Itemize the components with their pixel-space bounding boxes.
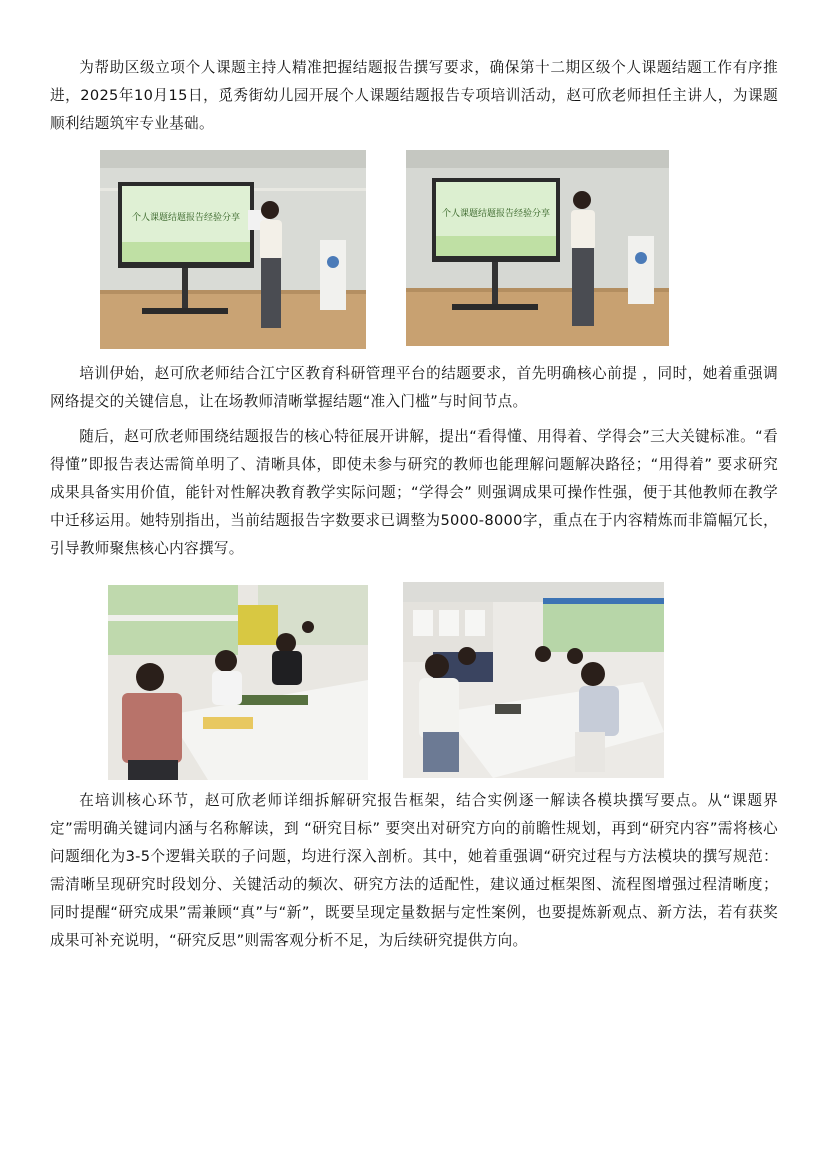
paragraph-key-standards: 随后，赵可欣老师围绕结题报告的核心特征展开讲解，提出“看得懂、用得着、学得会”三大关键标准。“看得懂”即报告表达需简单明了、清晰具体，即使未参与研究的教师也能理解问题解决路径；“用得着” 要求研究成果具备实用价值，能针对性解决教育教学实际问题；“学得会” 则强调成果可操作性强，便于其他教师在教学中迁移运用。她特别指出，当前结题报告字数要求已调整为5000-8000字，重点在于内容精炼而非篇幅冗长，引导教师聚焦核心内容撰写。 [50, 428, 778, 557]
paragraph-framework: 在培训核心环节，赵可欣老师详细拆解研究报告框架，结合实例逐一解读各模块撰写要点。从“课题界定”需明确关键词内涵与名称解读，到 “研究目标” 要突出对研究方向的前瞻性规划，再到“研究内容”需将核心问题细化为3-5个逻辑关联的子问题，均进行深入剖析。其中，她着重强调“研究过程与方法模块的撰写规范：需清晰呈现研究时段划分、关键活动的频次、研究方法的适配性，建议通过框架图、流程图增强过程清晰度；同时提醒“研究成果”需兼顾“真”与“新”，既要呈现定量数据与定性案例，也要提炼新观点、新方法，若有获奖成果可补充说明，“研究反思”则需客观分析不足，为后续研究提供方向。 [50, 792, 778, 949]
photo-teachers-discussion-2 [403, 582, 664, 778]
photo-speaker-presentation-2 [406, 150, 669, 346]
screen-title: 个人课题结题报告经验分享 [131, 213, 241, 223]
paragraph-opening: 培训伊始，赵可欣老师结合江宁区教育科研管理平台的结题要求，首先明确核心前提 ，同时，她着重强调网络提交的关键信息，让在场教师清晰掌握结题“准入门槛”与时间节点。 [50, 365, 778, 410]
photo-speaker-presentation-1 [100, 150, 366, 349]
paragraph-intro: 为帮助区级立项个人课题主持人精准把握结题报告撰写要求，确保第十二期区级个人课题结题工作有序推进，2025年10月15日，觅秀街幼儿园开展个人课题结题报告专项培训活动，赵可欣老师担任主讲人，为课题顺利结题筑牢专业基础。 [50, 59, 778, 132]
photo-teachers-discussion-1 [108, 585, 368, 780]
screen-title-2: 个人课题结题报告经验分享 [441, 209, 551, 219]
